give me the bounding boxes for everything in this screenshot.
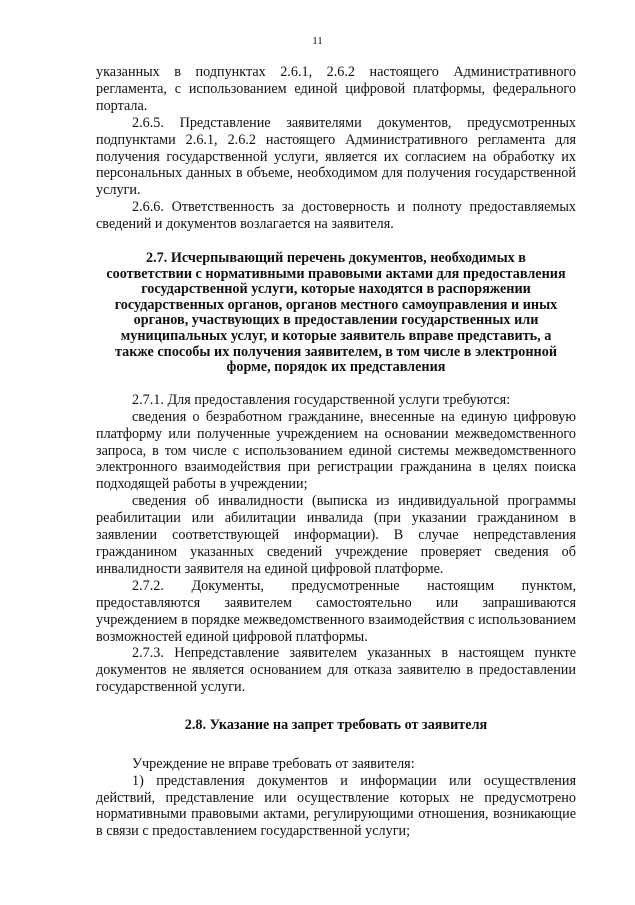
paragraph-unemployed-info: сведения о безработном гражданине, внесенные на единую цифровую платформу или полученные учреждением на основании межведомственного запроса, в том числе с использованием единой системы межведомственного электронного взаимодействия при регистрации гражданина в целях поиска подходящей работы в учреждении;: [96, 408, 576, 493]
document-body: [96, 64, 576, 840]
paragraph-2-7-2: 2.7.2. Документы, предусмотренные настоящим пунктом, предоставляются заявителем самостоятельно или запрашиваются учреждением в порядке межведомственного взаимодействия с использованием возможностей единой цифровой платформы.: [96, 577, 576, 645]
page-number: 11: [312, 35, 323, 47]
paragraph-continuation: указанных в подпунктах 2.6.1, 2.6.2 настоящего Административного регламента, с использованием единой цифровой платформы, федерального портала.: [96, 64, 576, 114]
paragraph-2-8-intro: Учреждение не вправе требовать от заявителя:: [132, 755, 415, 772]
section-2-7-heading: 2.7. Исчерпывающий перечень документов, необходимых в соответствии с нормативными правовыми актами для предоставления государственной услуги, которые находятся в распоряжении государственных органов, органов местного самоуправления и иных органов, участвующих в предоставлении государственных или муниципальных услуг, и которые заявитель вправе представить, а также способы их получения заявителем, в том числе в электронной форме, порядок их представления: [106, 250, 566, 376]
paragraph-disability-info: сведения об инвалидности (выписка из индивидуальной программы реабилитации или абилитации инвалида (при указании гражданином в заявлении соответствующей информации). В случае непредставления гражданином указанных сведений учреждение проверяет сведения об инвалидности заявителя на единой цифровой платформе.: [96, 493, 576, 577]
paragraph-2-6-5: 2.6.5. Представление заявителями документов, предусмотренных подпунктами 2.6.1, 2.6.2 настоящего Административного регламента для получения государственной услуги, является их согласием на обработку их персональных данных в объеме, необходимом для получения государственной услуги.: [96, 114, 576, 199]
paragraph-2-7-3: 2.7.3. Непредставление заявителем указанных в настоящем пункте документов не является основанием для отказа заявителю в предоставлении государственной услуги.: [96, 645, 576, 696]
paragraph-2-7-1: 2.7.1. Для предоставления государственной услуги требуются:: [132, 391, 511, 408]
paragraph-2-8-item-1: 1) представления документов и информации или осуществления действий, представление или осуществление которых не предусмотрено нормативными правовыми актами, регулирующими отношения, возникающие в связи с предоставлением государственной услуги;: [96, 772, 576, 840]
paragraph-2-6-6: 2.6.6. Ответственность за достоверность и полноту предоставляемых сведений и документов возлагается на заявителя.: [96, 199, 576, 233]
section-2-8-heading: 2.8. Указание на запрет требовать от заявителя: [184, 717, 488, 734]
